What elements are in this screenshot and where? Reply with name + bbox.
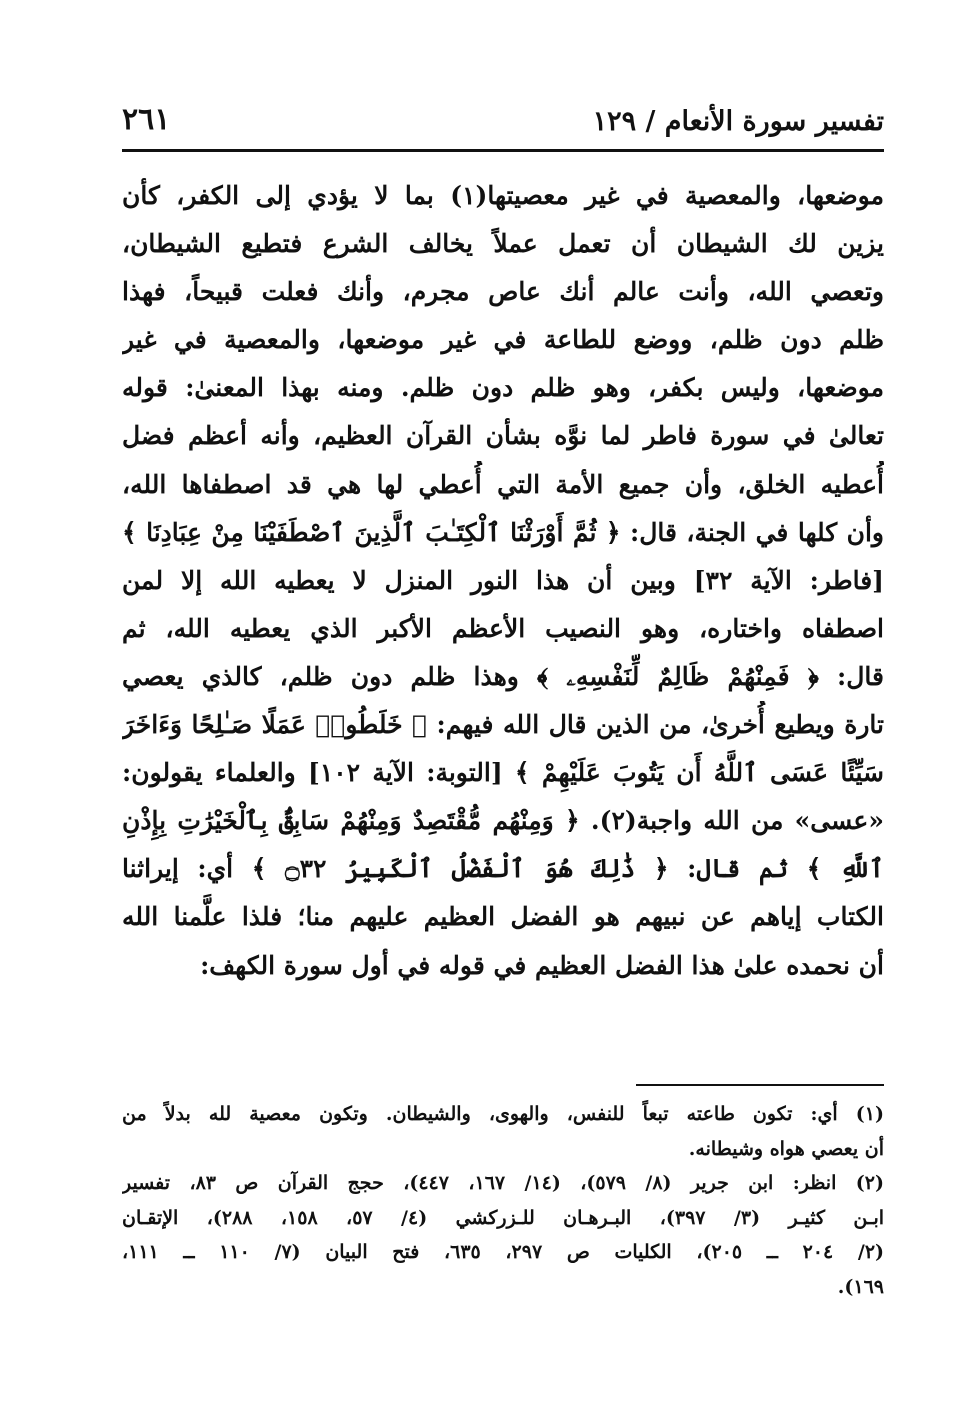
body-line: ٱللَّهِ ﴾ ثم قال: ﴿ ذَٰلِكَ هُوَ ٱلْفَضْلُ ٱلْكَبِيرُ ۝٣٢ ﴾ أي: إيراثنا <box>122 854 884 884</box>
footnotes <box>122 1097 884 1304</box>
body-text <box>122 172 884 990</box>
footnote-line: (٢/ ٢٠٤ ــ ٢٠٥)، الكليات ص ٢٩٧، ٦٣٥، فتح البيان (٧/ ١١٠ ــ ١١١، <box>122 1241 884 1263</box>
footnote-rule <box>636 1084 884 1086</box>
body-line: ظلم دون ظلم، ووضع للطاعة في غير موضعها، والمعصية في غير <box>122 325 884 355</box>
footnote-2 <box>122 1166 884 1304</box>
body-line: أن نحمده علىٰ هذا الفضل العظيم في قوله في أول سورة الكهف: <box>200 950 884 980</box>
body-line: تارة ويطيع أُخرىٰ، من الذين قال الله فيهم: ﴿ خَلَطُوا۟ عَمَلًا صَـٰلِحًا وَءَاخَرَ <box>122 710 884 740</box>
footnote-line: أن يعصي هواه وشيطانه. <box>688 1137 884 1160</box>
running-title: تفسير سورة الأنعام / ١٢٩ <box>592 106 884 137</box>
footnote-line: ١٦٩). <box>837 1275 884 1298</box>
body-line: قال: ﴿ فَمِنْهُمْ ظَالِمٌ لِّنَفْسِهِۦ ﴾ وهذا ظلم دون ظلم، كالذي يعصي <box>122 661 884 691</box>
body-line: اصطفاه واختاره، وهو النصيب الأعظم الأكبر الذي يعطيه الله، ثم <box>122 613 884 643</box>
body-line: وأن كلها في الجنة، قال: ﴿ ثُمَّ أَوْرَثْنَا ٱلْكِتَـٰبَ ٱلَّذِينَ ٱصْطَفَيْنَا مِنْ عِبَادِنَا ﴾ <box>122 517 884 547</box>
body-line: سَيِّئًا عَسَى ٱللَّهُ أَن يَتُوبَ عَلَيْهِمْ ﴾ [التوبة: الآية ١٠٢] والعلماء يقولون: <box>122 758 884 788</box>
body-line: الكتاب إياهم عن نبيهم هو الفضل العظيم عليهم منا؛ فلذا علَّمنا الله <box>122 902 884 932</box>
body-line: تعالىٰ في سورة فاطر لما نوَّه بشأن القرآن العظيم، وأنه أعظم فضل <box>122 421 884 451</box>
body-line: وتعصي الله، وأنت عالم أنك عاص مجرم، وأنك فعلت قبيحاً، فهذا <box>122 277 884 307</box>
header-rule <box>122 149 884 152</box>
body-line: «عسى» من الله واجبة(٢). ﴿ وَمِنْهُم مُّقْتَصِدٌ وَمِنْهُمْ سَابِقٌۢ بِٱلْخَيْرَٰتِ بِإِذْنِ <box>122 806 884 836</box>
body-line: أُعطيه الخلق، وأن جميع الأمة التي أُعطي لها هي قد اصطفاها الله، <box>122 469 884 499</box>
footnote-1 <box>122 1097 884 1166</box>
body-line: [فاطر: الآية ٣٢] وبين أن هذا النور المنزل لا يعطيه الله إلا لمن <box>122 565 884 595</box>
footnote-line: ابـن كثيـر (٣/ ٣٩٧)، البـرهـان للـزركشي (٤/ ٥٧، ١٥٨، ٢٨٨)، الإتقـان <box>122 1206 884 1229</box>
footnote-line: (٢) انظر: ابن جرير (٨/ ٥٧٩)، (١٤/ ١٦٧، ٤٤٧)، حجج القرآن ص ٨٣، تفسير <box>122 1172 884 1194</box>
body-line: يزين لك الشيطان أن تعمل عملاً يخالف الشرع فتطيع الشيطان، <box>122 229 884 259</box>
footnote-line: (١) أي: تكون طاعته تبعاً للنفس، والهوى، والشيطان. وتكون معصية لله بدلاً من <box>122 1103 884 1125</box>
body-line: موضعها، وليس بكفر، وهو ظلم دون ظلم. ومنه بهذا المعنىٰ: قوله <box>122 373 884 403</box>
running-header <box>122 102 884 148</box>
body-line: موضعها، والمعصية في غير معصيتها(١) بما لا يؤدي إلى الكفر، كأن <box>122 181 884 210</box>
page-number: ٢٦١ <box>122 102 171 137</box>
